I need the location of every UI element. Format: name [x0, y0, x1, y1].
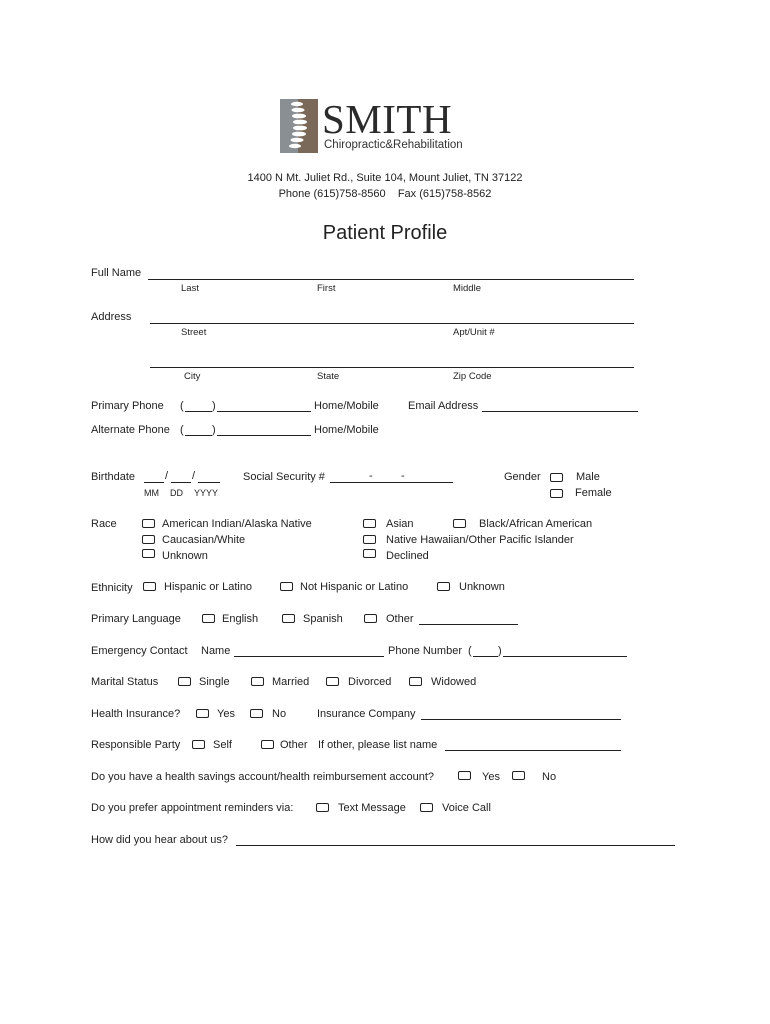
- full-name-field[interactable]: [148, 279, 634, 280]
- ethnicity-hispanic-checkbox[interactable]: [143, 582, 156, 591]
- ssn-label: Social Security #: [243, 471, 325, 483]
- primary-phone-area-code[interactable]: [185, 411, 212, 412]
- zip-caption: Zip Code: [453, 371, 492, 382]
- gender-label: Gender: [504, 471, 541, 483]
- hsa-question: Do you have a health savings account/health reimbursement account?: [91, 771, 435, 783]
- city-caption: City: [184, 371, 201, 382]
- primary-phone-paren-open: (: [180, 400, 184, 412]
- alternate-phone-area-code[interactable]: [185, 435, 212, 436]
- race-label: Race: [91, 518, 117, 530]
- race-unknown-checkbox[interactable]: [142, 549, 155, 558]
- race-native-hawaiian-label: Native Hawaiian/Other Pacific Islander: [386, 534, 574, 546]
- brand-name: SMITH: [322, 96, 453, 142]
- primary-phone-paren-close: ): [212, 400, 216, 412]
- emergency-phone-number[interactable]: [503, 656, 627, 657]
- birth-year-field[interactable]: [198, 482, 220, 483]
- emergency-name-label: Name: [201, 645, 231, 657]
- race-declined-label: Declined: [386, 550, 429, 562]
- insurance-yes-label: Yes: [217, 708, 235, 720]
- dd-caption: DD: [170, 488, 183, 498]
- birth-day-field[interactable]: [171, 482, 191, 483]
- apt-caption: Apt/Unit #: [453, 327, 495, 338]
- hear-about-field[interactable]: [236, 845, 675, 846]
- ethnicity-unknown-checkbox[interactable]: [437, 582, 450, 591]
- insurance-company-field[interactable]: [421, 719, 621, 720]
- language-english-checkbox[interactable]: [202, 614, 215, 623]
- insurance-no-label: No: [272, 708, 287, 720]
- language-spanish-checkbox[interactable]: [282, 614, 295, 623]
- clinic-logo: [280, 96, 490, 155]
- race-caucasian-checkbox[interactable]: [142, 535, 155, 544]
- race-asian-checkbox[interactable]: [363, 519, 376, 528]
- emergency-phone-paren-open: (: [468, 645, 472, 657]
- ssn-dash-2: -: [401, 470, 405, 482]
- race-black-label: Black/African American: [479, 518, 593, 530]
- emergency-phone-paren-close: ): [498, 645, 502, 657]
- insurance-no-checkbox[interactable]: [250, 709, 263, 718]
- ethnicity-hispanic-label: Hispanic or Latino: [164, 581, 253, 593]
- street-field[interactable]: [150, 323, 634, 324]
- primary-phone-type: Home/Mobile: [314, 400, 379, 412]
- race-unknown-label: Unknown: [162, 550, 208, 562]
- responsible-other-checkbox[interactable]: [261, 740, 274, 749]
- insurance-label: Health Insurance?: [91, 708, 181, 720]
- page-title: Patient Profile: [322, 222, 448, 244]
- ethnicity-not-hispanic-checkbox[interactable]: [280, 582, 293, 591]
- clinic-address: 1400 N Mt. Juliet Rd., Suite 104, Mount Juliet, TN 37122: [247, 172, 523, 184]
- birthdate-label: Birthdate: [91, 471, 136, 483]
- language-other-label: Other: [386, 613, 414, 625]
- hear-about-question: How did you hear about us?: [91, 834, 228, 846]
- ethnicity-label: Ethnicity: [91, 582, 133, 594]
- primary-phone-label: Primary Phone: [91, 400, 164, 412]
- language-english-label: English: [222, 613, 259, 625]
- alternate-phone-label: Alternate Phone: [91, 424, 170, 436]
- reminders-question: Do you prefer appointment reminders via:: [91, 802, 294, 814]
- responsible-self-label: Self: [213, 739, 232, 751]
- birthdate-sep-2: /: [192, 470, 196, 482]
- middle-name-caption: Middle: [453, 283, 481, 294]
- gender-female-checkbox[interactable]: [550, 489, 563, 498]
- spine-logo-icon: [280, 99, 318, 153]
- ethnicity-unknown-label: Unknown: [459, 581, 505, 593]
- reminders-text-checkbox[interactable]: [316, 803, 329, 812]
- insurance-yes-checkbox[interactable]: [196, 709, 209, 718]
- race-declined-checkbox[interactable]: [363, 549, 376, 558]
- birth-month-field[interactable]: [144, 482, 164, 483]
- hsa-no-label: No: [542, 771, 557, 783]
- email-field[interactable]: [482, 411, 638, 412]
- marital-divorced-label: Divorced: [348, 676, 392, 688]
- reminders-voice-label: Voice Call: [442, 802, 491, 814]
- marital-single-label: Single: [199, 676, 230, 688]
- race-native-hawaiian-checkbox[interactable]: [363, 535, 376, 544]
- email-label: Email Address: [408, 400, 479, 412]
- brand-subtitle: Chiropractic&Rehabilitation: [324, 139, 463, 151]
- reminders-text-label: Text Message: [338, 802, 406, 814]
- race-american-indian-checkbox[interactable]: [142, 519, 155, 528]
- alternate-phone-paren-open: (: [180, 424, 184, 436]
- insurance-company-label: Insurance Company: [317, 708, 416, 720]
- yyyy-caption: YYYY: [194, 488, 219, 498]
- race-american-indian-label: American Indian/Alaska Native: [162, 518, 312, 530]
- first-name-caption: First: [317, 283, 336, 294]
- race-black-checkbox[interactable]: [453, 519, 466, 528]
- alternate-phone-paren-close: ): [212, 424, 216, 436]
- marital-married-label: Married: [272, 676, 310, 688]
- state-caption: State: [317, 371, 340, 382]
- responsible-name-field[interactable]: [445, 750, 621, 751]
- ssn-field[interactable]: [330, 482, 453, 483]
- race-asian-label: Asian: [386, 518, 414, 530]
- language-other-checkbox[interactable]: [364, 614, 377, 623]
- gender-female-label: Female: [575, 487, 612, 499]
- clinic-phone: Phone (615)758-8560 Fax (615)758-8562: [278, 188, 492, 200]
- emergency-phone-label: Phone Number: [388, 645, 462, 657]
- street-caption: Street: [181, 327, 207, 338]
- hsa-yes-checkbox[interactable]: [458, 771, 471, 780]
- language-spanish-label: Spanish: [303, 613, 343, 625]
- address-label: Address: [91, 311, 132, 323]
- gender-male-checkbox[interactable]: [550, 473, 563, 482]
- marital-status-label: Marital Status: [91, 676, 159, 688]
- responsible-if-other-label: If other, please list name: [318, 739, 438, 751]
- primary-phone-number[interactable]: [217, 411, 311, 412]
- mm-caption: MM: [144, 488, 159, 498]
- language-label: Primary Language: [91, 613, 181, 625]
- emergency-phone-area-code[interactable]: [473, 656, 498, 657]
- race-caucasian-label: Caucasian/White: [162, 534, 246, 546]
- marital-divorced-checkbox[interactable]: [326, 677, 339, 686]
- birthdate-sep-1: /: [165, 470, 169, 482]
- marital-married-checkbox[interactable]: [251, 677, 264, 686]
- ethnicity-not-hispanic-label: Not Hispanic or Latino: [300, 581, 409, 593]
- hsa-no-checkbox[interactable]: [512, 771, 525, 780]
- responsible-self-checkbox[interactable]: [192, 740, 205, 749]
- marital-widowed-checkbox[interactable]: [409, 677, 422, 686]
- reminders-voice-checkbox[interactable]: [420, 803, 433, 812]
- alternate-phone-type: Home/Mobile: [314, 424, 379, 436]
- language-other-field[interactable]: [419, 624, 518, 625]
- responsible-party-label: Responsible Party: [91, 739, 181, 751]
- marital-single-checkbox[interactable]: [178, 677, 191, 686]
- emergency-name-field[interactable]: [234, 656, 384, 657]
- alternate-phone-number[interactable]: [217, 435, 311, 436]
- marital-widowed-label: Widowed: [431, 676, 477, 688]
- hsa-yes-label: Yes: [482, 771, 500, 783]
- gender-male-label: Male: [576, 471, 600, 483]
- emergency-contact-label: Emergency Contact: [91, 645, 188, 657]
- responsible-other-label: Other: [280, 739, 308, 751]
- full-name-label: Full Name: [91, 267, 142, 279]
- last-name-caption: Last: [181, 283, 199, 294]
- city-state-zip-field[interactable]: [150, 367, 634, 368]
- ssn-dash-1: -: [369, 470, 373, 482]
